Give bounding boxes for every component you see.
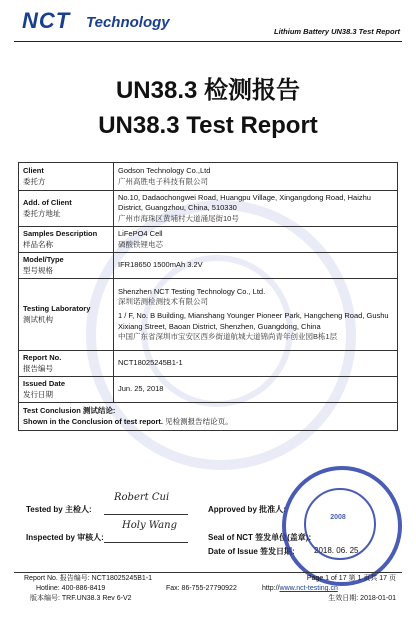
title-english: UN38.3 Test Report <box>98 112 318 139</box>
issued-date-label: Issued Date 发行日期 <box>19 377 114 403</box>
inspected-by-label: Inspected by 审核人: <box>26 533 104 542</box>
inspected-by-signature: Holy Wang <box>122 520 177 531</box>
table-row <box>19 163 398 191</box>
tested-by-label: Tested by 主检人: <box>26 505 92 514</box>
tested-by-signature: Robert Cui <box>114 492 170 503</box>
report-no-value: NCT18025245B1-1 <box>114 351 398 377</box>
client-address-label: Add. of Client 委托方地址 <box>19 191 114 227</box>
issued-date-value: Jun. 25, 2018 <box>114 377 398 403</box>
header-divider <box>14 41 402 42</box>
table-row <box>19 191 398 227</box>
client-value: Godson Technology Co.,Ltd 广州高胜电子科技有限公司 <box>114 163 398 191</box>
report-info-table <box>18 162 398 431</box>
approved-by-label: Approved by 批准人: <box>208 505 286 514</box>
inspected-line <box>104 542 188 543</box>
official-stamp: 2008 <box>282 466 402 586</box>
tested-line <box>104 514 188 515</box>
footer-page: Page 1 of 17 第 1 页共 17 页 <box>306 575 396 582</box>
table-row <box>19 279 398 351</box>
report-no-label: Report No. 报告编号 <box>19 351 114 377</box>
test-conclusion: Test Conclusion 测试结论: Shown in the Conclusion of test report. 见检测报告结论页。 <box>19 403 398 431</box>
client-address-value: No.10, Dadaochongwei Road, Huangpu Village, Xingangdong Road, Haizhu District, Guangzhou, China, 510330 广州市海珠区黄埔村大道涌尾街10号 <box>114 191 398 227</box>
footer-report-no: Report No. 报告编号: NCT18025245B1-1 <box>24 575 152 582</box>
title-chinese: UN38.3 检测报告 <box>115 77 301 104</box>
table-row <box>19 377 398 403</box>
header-report-type: Lithium Battery UN38.3 Test Report <box>274 27 400 36</box>
client-label: Client 委托方 <box>19 163 114 191</box>
samples-label: Samples Description 样品名称 <box>19 227 114 253</box>
table-row <box>19 227 398 253</box>
date-of-issue-label: Date of Issue 签发日期: <box>208 547 295 556</box>
company-logo-sub: Technology <box>86 14 170 31</box>
seal-label: Seal of NCT 签发单位(盖章): <box>208 533 312 542</box>
footer-divider <box>14 572 402 573</box>
table-row <box>19 253 398 279</box>
samples-value: LiFePO4 Cell 磷酸铁锂电芯 <box>114 227 398 253</box>
footer-hotline: Hotline: 400-886-8419 <box>36 585 106 592</box>
company-logo: NCT <box>22 8 71 33</box>
model-value: IFR18650 1500mAh 3.2V <box>114 253 398 279</box>
footer-effective-date: 生效日期: 2018-01-01 <box>328 595 396 602</box>
model-label: Model/Type 型号规格 <box>19 253 114 279</box>
footer-version: 版本编号: TRF.UN38.3 Rev 6-V2 <box>30 595 132 602</box>
table-row <box>19 403 398 431</box>
report-header <box>0 0 416 44</box>
table-row <box>19 351 398 377</box>
lab-value: Shenzhen NCT Testing Technology Co., Ltd. 深圳诺测检测技术有限公司 1 / F, No. B Building, Mianshang Younger Pioneer Park, Hangcheng Road, Gushu Xixiang Street, Baoan District, Shenzhen, Guangdong, China 中国广东省深圳市宝安区西乡街道航城大道锦尚青年创业园B栋1层 <box>114 279 398 351</box>
lab-label: Testing Laboratory 测试机构 <box>19 279 114 351</box>
date-of-issue-value: 2018. 06. 25 <box>314 546 359 555</box>
footer-fax: Fax: 86-755-27790922 <box>166 585 237 592</box>
footer-url[interactable]: http://www.nct-testing.cn <box>262 585 338 592</box>
